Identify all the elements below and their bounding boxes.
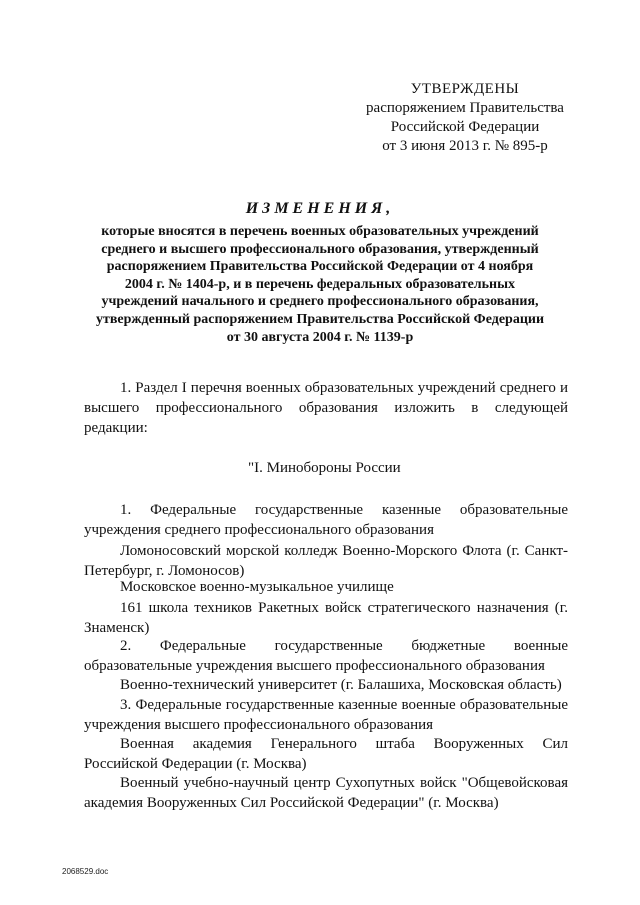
document-subtitle xyxy=(78,223,562,346)
document-title: ИЗМЕНЕНИЯ, xyxy=(245,200,395,217)
list-item: Военный учебно-научный центр Сухопутных войск "Общевойсковая академия Вооруженных Сил Российской Федерации" (г. Москва) xyxy=(84,775,568,811)
list-item: 1. Федеральные государственные казенные образовательные учреждения среднего профессионального образования xyxy=(84,502,568,538)
list-item: Московское военно-музыкальное училище xyxy=(120,579,394,595)
intro-paragraph: 1. Раздел I перечня военных образовательных учреждений среднего и высшего профессионального образования изложить в следующей редакции: xyxy=(84,380,568,436)
file-name: 2068529.doc xyxy=(62,867,109,876)
subtitle-line: среднего и высшего профессионального образования, утвержденный xyxy=(101,241,539,257)
section-title: "I. Минобороны России xyxy=(248,460,401,476)
list-item: Ломоносовский морской колледж Военно-Морского Флота (г. Санкт-Петербург, г. Ломоносов) xyxy=(84,543,568,579)
list-item: 161 школа техников Ракетных войск стратегического назначения (г. Знаменск) xyxy=(84,600,568,636)
approval-heading: УТВЕРЖДЕНЫ xyxy=(410,81,520,97)
subtitle-line: которые вносятся в перечень военных образовательных учреждений xyxy=(101,224,539,239)
subtitle-line: от 30 августа 2004 г. № 1139-р xyxy=(226,329,414,345)
subtitle-line: 2004 г. № 1404-р, и в перечень федеральных образовательных xyxy=(124,276,516,292)
subtitle-line: распоряжением Правительства Российской Федерации от 4 ноября xyxy=(106,259,534,275)
list-item: 3. Федеральные государственные казенные военные образовательные учреждения высшего профессионального образования xyxy=(84,697,568,733)
list-item: Военная академия Генерального штаба Вооруженных Сил Российской Федерации (г. Москва) xyxy=(84,736,568,772)
subtitle-line: учреждений начального и среднего профессионального образования, xyxy=(101,294,539,310)
list-item: Военно-технический университет (г. Балашиха, Московская область) xyxy=(120,677,562,693)
approval-line: распоряжением Правительства xyxy=(366,100,564,116)
approval-block xyxy=(355,80,575,156)
list-item: 2. Федеральные государственные бюджетные военные образовательные учреждения высшего профессионального образования xyxy=(84,638,568,674)
approval-date: от 3 июня 2013 г. № 895-р xyxy=(382,138,548,154)
subtitle-line: утвержденный распоряжением Правительства Российской Федерации xyxy=(95,311,545,327)
approval-line: Российской Федерации xyxy=(390,119,540,135)
